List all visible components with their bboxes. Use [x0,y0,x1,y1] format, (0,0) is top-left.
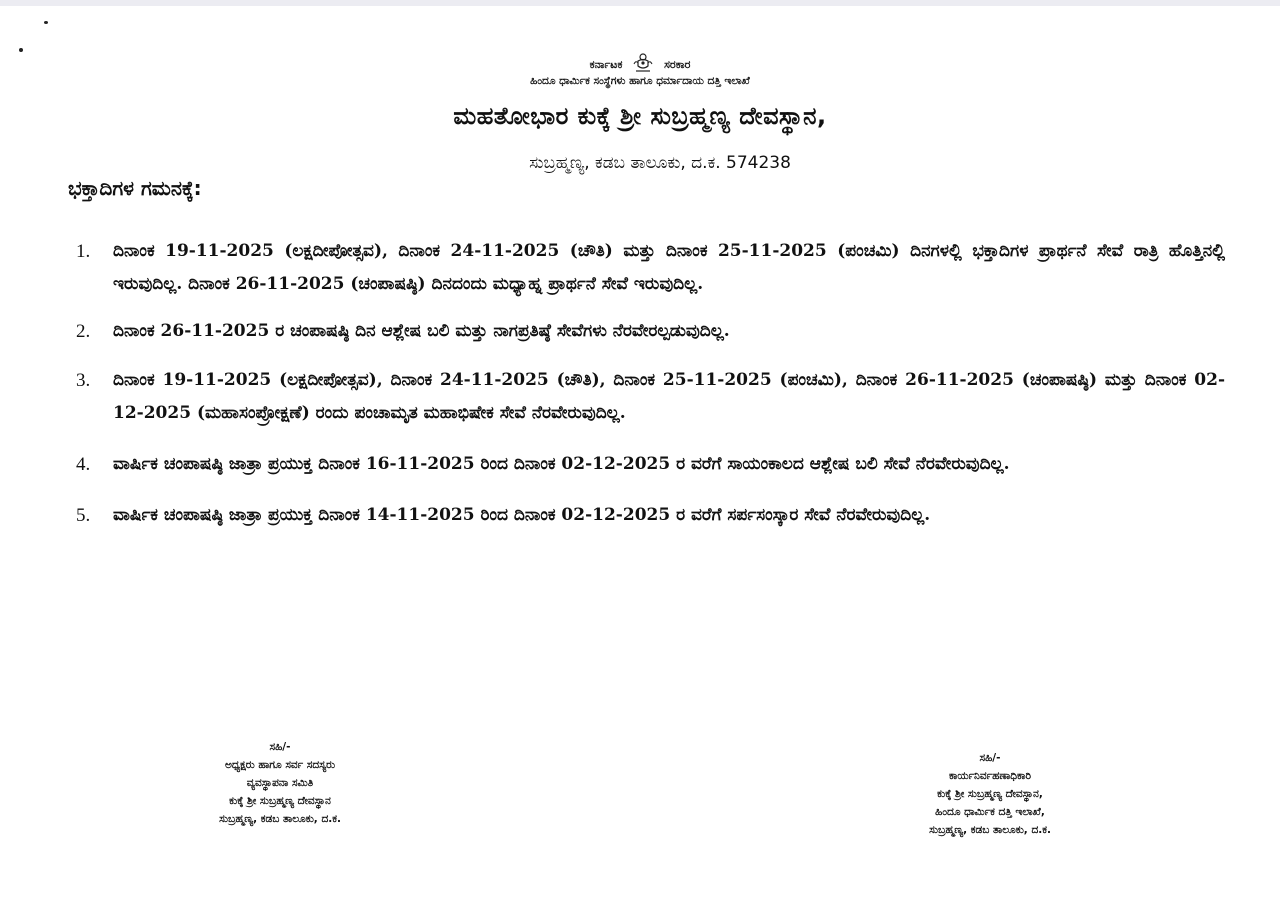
signatory-temple: ಕುಕ್ಕೆ ಶ್ರೀ ಸುಬ್ರಹ್ಮಣ್ಯ ದೇವಸ್ಥಾನ, [937,788,1043,800]
signed-mark: ಸಹಿ/- [979,752,1001,764]
item-number: 4. [76,454,91,475]
state-name: ಕರ್ನಾಟಕ [589,58,623,71]
notice-list [70,235,1225,550]
signatory-department: ಹಿಂದೂ ಧಾರ್ಮಿಕ ದತ್ತಿ ಇಲಾಖೆ, [935,806,1045,818]
notice-item [70,499,1225,532]
temple-name: ಮಹತೋಭಾರ ಕುಕ್ಕೆ ಶ್ರೀ ಸುಬ್ರಹ್ಮಣ್ಯ ದೇವಸ್ಥಾನ, [453,102,827,130]
department-name: ಹಿಂದೂ ಧಾರ್ಮಿಕ ಸಂಸ್ಥೆಗಳು ಹಾಗೂ ಧರ್ಮಾದಾಯ ದತ್ತಿ ಇಲಾಖೆ [530,75,750,87]
signatory-committee: ವ್ಯವಸ್ಥಾಪನಾ ಸಮಿತಿ [246,777,314,789]
item-text: ದಿನಾಂಕ 19-11-2025 (ಲಕ್ಷದೀಪೋತ್ಸವ), ದಿನಾಂಕ 24-11-2025 (ಚೌತಿ) ಮತ್ತು ದಿನಾಂಕ 25-11-2025 (ಪಂಚಮಿ) ದಿನಗಳಲ್ಲಿ ಭಕ್ತಾದಿಗಳ ಪ್ರಾರ್ಥನೆ ಸೇವೆ ರಾತ್ರಿ ಹೊತ್ತಿನಲ್ಲಿ ಇರುವುದಿಲ್ಲ. ದಿನಾಂಕ 26-11-2025 (ಚಂಪಾಷಷ್ಠಿ) ದಿನದಂದು ಮಧ್ಯಾಹ್ನ ಪ್ರಾರ್ಥನೆ ಸೇವೆ ಇರುವುದಿಲ್ಲ. [113,241,1225,294]
signature-block-committee [160,738,400,828]
signatory-address: ಸುಬ್ರಹ್ಮಣ್ಯ, ಕಡಬ ತಾಲೂಕು, ದ.ಕ. [219,813,341,825]
item-number: 1. [76,241,91,262]
item-number: 3. [76,370,91,391]
item-number: 2. [76,321,91,342]
signatory-title: ಅಧ್ಯಕ್ಷರು ಹಾಗೂ ಸರ್ವ ಸದಸ್ಯರು [224,759,336,771]
signed-mark: ಸಹಿ/- [269,741,291,753]
temple-address: ಸುಬ್ರಹ್ಮಣ್ಯ, ಕಡಬ ತಾಲೂಕು, ದ.ಕ. 574238 [529,153,791,173]
item-text: ದಿನಾಂಕ 26-11-2025 ರ ಚಂಪಾಷಷ್ಠಿ ದಿನ ಆಶ್ಲೇಷ ಬಲಿ ಮತ್ತು ನಾಗಪ್ರತಿಷ್ಠೆ ಸೇವೆಗಳು ನೆರವೇರಲ್ಪಡುವುದಿಲ್ಲ. [113,321,730,341]
notice-item [70,235,1225,301]
item-number: 5. [76,505,91,526]
notice-item [70,448,1225,481]
signature-block-executive-officer [870,749,1110,839]
government-label: ಸರಕಾರ [664,58,691,71]
item-text: ವಾರ್ಷಿಕ ಚಂಪಾಷಷ್ಠಿ ಜಾತ್ರಾ ಪ್ರಯುಕ್ತ ದಿನಾಂಕ 14-11-2025 ರಿಂದ ದಿನಾಂಕ 02-12-2025 ರ ವರೆಗೆ ಸರ್ಪಸಂಸ್ಕಾರ ಸೇವೆ ನೆರವೇರುವುದಿಲ್ಲ. [113,505,931,525]
karnataka-emblem-icon [632,52,654,74]
signatory-title: ಕಾರ್ಯನಿರ್ವಹಣಾಧಿಕಾರಿ [948,770,1032,782]
notice-heading: ಭಕ್ತಾದಿಗಳ ಗಮನಕ್ಕೆ: [68,176,202,200]
scan-speck [44,21,48,24]
notice-item [70,315,1225,348]
signatory-address: ಸುಬ್ರಹ್ಮಣ್ಯ, ಕಡಬ ತಾಲೂಕು, ದ.ಕ. [929,824,1051,836]
item-text: ದಿನಾಂಕ 19-11-2025 (ಲಕ್ಷದೀಪೋತ್ಸವ), ದಿನಾಂಕ 24-11-2025 (ಚೌತಿ), ದಿನಾಂಕ 25-11-2025 (ಪಂಚಮಿ), ದಿನಾಂಕ 26-11-2025 (ಚಂಪಾಷಷ್ಠಿ) ಮತ್ತು ದಿನಾಂಕ 02-12-2025 (ಮಹಾಸಂಪ್ರೋಕ್ಷಣೆ) ರಂದು ಪಂಚಾಮೃತ ಮಹಾಭಿಷೇಕ ಸೇವೆ ನೆರವೇರುವುದಿಲ್ಲ. [113,370,1225,423]
government-line [0,52,1280,74]
item-text: ವಾರ್ಷಿಕ ಚಂಪಾಷಷ್ಠಿ ಜಾತ್ರಾ ಪ್ರಯುಕ್ತ ದಿನಾಂಕ 16-11-2025 ರಿಂದ ದಿನಾಂಕ 02-12-2025 ರ ವರೆಗೆ ಸಾಯಂಕಾಲದ ಆಶ್ಲೇಷ ಬಲಿ ಸೇವೆ ನೆರವೇರುವುದಿಲ್ಲ. [113,454,1010,474]
notice-item [70,364,1225,430]
scan-top-edge [0,0,1280,6]
signatory-temple: ಕುಕ್ಕೆ ಶ್ರೀ ಸುಬ್ರಹ್ಮಣ್ಯ ದೇವಸ್ಥಾನ [229,795,331,807]
